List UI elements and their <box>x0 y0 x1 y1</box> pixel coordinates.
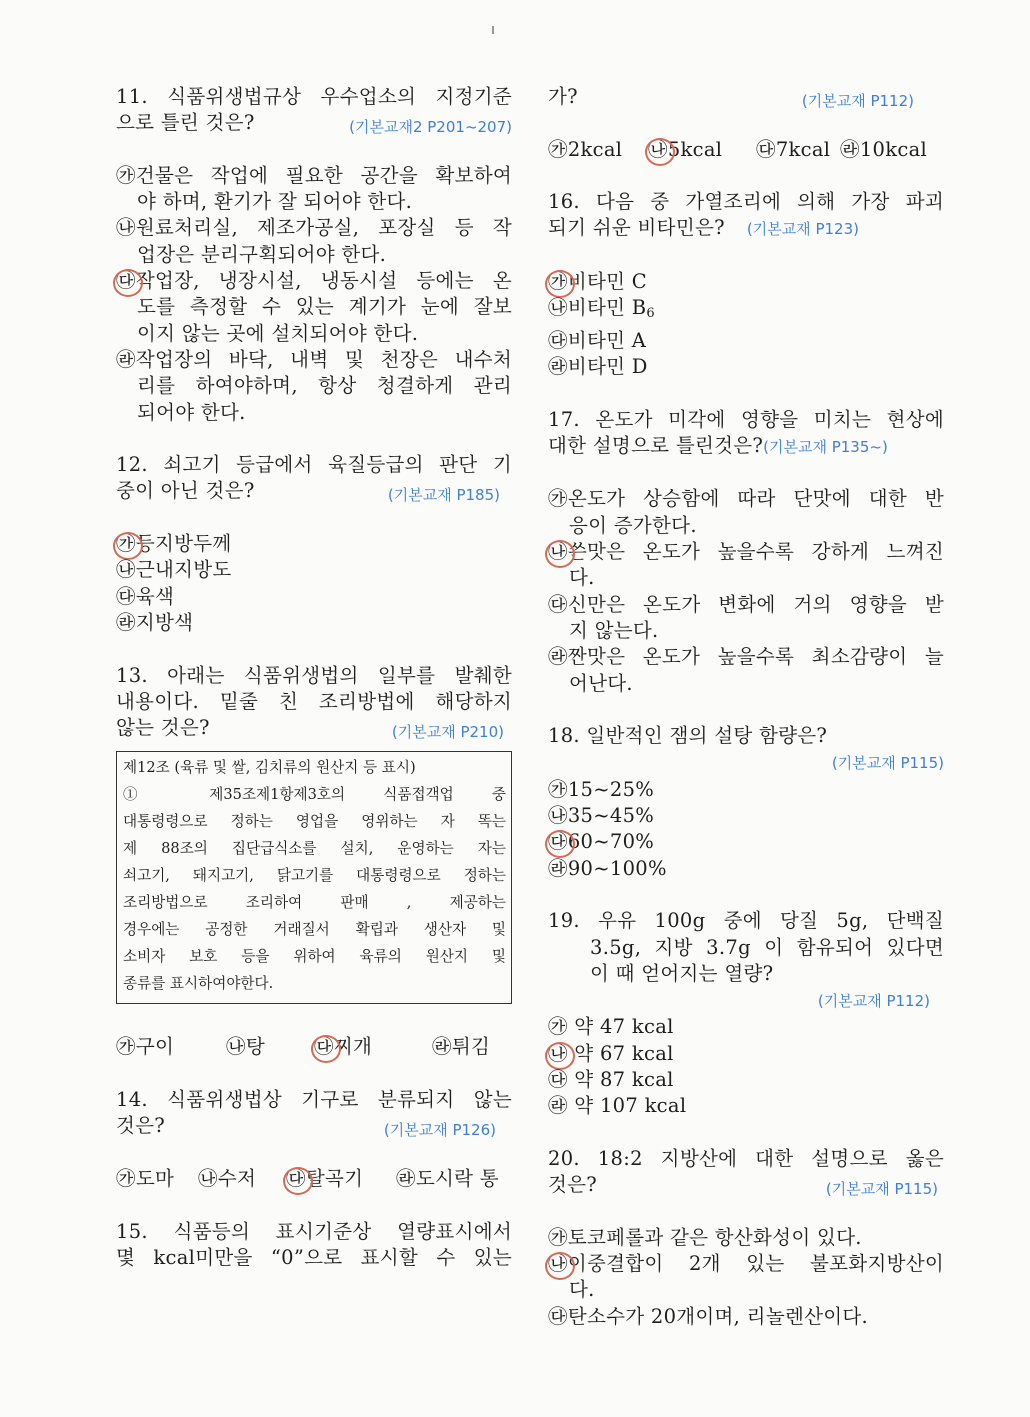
answer-mark: ㉰ <box>286 1166 306 1192</box>
option-mark: ㉰ <box>548 1067 568 1091</box>
option-ga: ㉮등지방두께 <box>116 531 512 557</box>
option-ra: ㉱10kcal <box>840 137 927 163</box>
textbook-reference: (기본교재 P123) <box>746 220 859 239</box>
option-mark: ㉱ <box>548 645 568 669</box>
question-stem: 20. 18:2 지방산에 대한 설명으로 옳은 <box>548 1146 944 1170</box>
option-mark: ㉱ <box>432 1035 452 1059</box>
option-ga: ㉮건물은 작업에 필요한 공간을 확보하여 야 하며, 환기가 잘 되어야 한다. <box>116 163 512 214</box>
answer-mark: ㉯ <box>548 1041 568 1067</box>
option-ra: ㉱도시락 통 <box>396 1166 499 1192</box>
question-stem: 내용이다. 밑줄 친 조리방법에 해당하지 <box>116 689 512 713</box>
question-stem: 19. 우유 100g 중에 당질 5g, 단백질 <box>548 909 944 933</box>
question-stem: 16. 다음 중 가열조리에 의해 가장 파괴 <box>548 190 944 214</box>
option-mark: ㉮ <box>548 487 568 511</box>
law-excerpt-box <box>116 751 512 1004</box>
left-column <box>116 84 512 1271</box>
option-na: ㉯이중결합이 2개 있는 불포화지방산이 다. <box>548 1252 944 1302</box>
question-stem: 않는 것은? (기본교재 P210) <box>116 715 512 741</box>
option-mark: ㉰ <box>548 1304 568 1328</box>
answer-mark: ㉰ <box>116 268 136 294</box>
option-mark: ㉱ <box>116 610 136 634</box>
option-ra: ㉱작업장의 바닥, 내벽 및 천장은 내수처 리를 하여야하며, 항상 청결하게 관리 되어야 한다. <box>116 347 512 424</box>
textbook-reference: (기본교재 P112) <box>801 92 914 110</box>
option-mark: ㉮ <box>548 777 568 801</box>
option-da: ㉰찌개 <box>314 1034 432 1060</box>
excerpt-line: 쇠고기, 돼지고기, 닭고기를 대통령령으로 정하는 <box>123 867 506 885</box>
question-stem: 대한 설명으로 틀린것은?(기본교재 P135~) <box>548 433 888 457</box>
question-11 <box>116 84 512 426</box>
option-mark: ㉯ <box>116 558 136 582</box>
question-12 <box>116 452 512 636</box>
excerpt-line: 제 88조의 집단급식소를 설치, 운영하는 자는 <box>123 840 506 858</box>
question-stem: 18. 일반적인 잼의 설탕 함량은? <box>548 724 828 748</box>
option-ga: ㉮도마 <box>116 1166 198 1192</box>
question-stem: 12. 쇠고기 등급에서 육질등급의 판단 기 <box>116 453 512 477</box>
option-na: ㉯근내지방도 <box>116 557 512 583</box>
question-stem: 으로 틀린 것은? (기본교재2 P201~207) <box>116 110 512 136</box>
textbook-reference: (기본교재 P185) <box>387 486 500 505</box>
textbook-reference: (기본교재 P115) <box>831 754 944 773</box>
question-stem: 중이 아닌 것은? (기본교재 P185) <box>116 478 512 504</box>
option-mark: ㉱ <box>396 1166 416 1190</box>
question-13 <box>116 663 512 1061</box>
options-row <box>548 137 944 163</box>
option-da: ㉰비타민 A <box>548 328 944 354</box>
options-row <box>116 1034 512 1060</box>
question-17 <box>548 407 944 697</box>
textbook-reference: (기본교재 P210) <box>391 723 504 742</box>
option-mark: ㉱ <box>116 347 136 371</box>
answer-mark: ㉰ <box>548 829 568 855</box>
answer-mark: ㉯ <box>648 137 668 163</box>
answer-mark: ㉮ <box>116 531 136 557</box>
question-20 <box>548 1146 944 1330</box>
option-da: ㉰ 약 87 kcal <box>548 1067 944 1093</box>
option-mark: ㉱ <box>548 856 568 880</box>
option-mark: ㉱ <box>548 354 568 378</box>
option-mark: ㉰ <box>548 328 568 352</box>
option-ra: ㉱ 약 107 kcal <box>548 1093 944 1119</box>
option-da: ㉰탄소수가 20개이며, 리놀렌산이다. <box>548 1304 944 1330</box>
option-mark: ㉰ <box>756 137 776 161</box>
option-na: ㉯탕 <box>226 1034 314 1060</box>
excerpt-line: ① 제35조제1항제3호의 식품접객업 중 <box>123 786 506 804</box>
option-mark: ㉱ <box>548 1094 568 1118</box>
excerpt-line: 경우에는 공정한 거래질서 확립과 생산자 및 <box>123 921 506 939</box>
question-19 <box>548 908 944 1119</box>
question-18 <box>548 723 944 882</box>
option-mark: ㉮ <box>116 1035 136 1059</box>
option-mark: ㉮ <box>116 163 136 187</box>
question-16 <box>548 189 944 380</box>
option-ra: ㉱90~100% <box>548 856 944 882</box>
question-14 <box>116 1087 512 1192</box>
right-column <box>548 84 944 1330</box>
option-na: ㉯비타민 $B_6$ <box>548 296 655 322</box>
question-stem: 것은? (기본교재 P126) <box>116 1113 512 1139</box>
option-mark: ㉮ <box>548 1225 568 1249</box>
option-mark: ㉰ <box>548 592 568 616</box>
option-na: ㉯수저 <box>198 1166 286 1192</box>
answer-mark: ㉮ <box>548 269 568 295</box>
option-ra: ㉱지방색 <box>116 610 512 636</box>
textbook-reference: (기본교재 P115) <box>825 1180 938 1199</box>
excerpt-line: 대통령령으로 정하는 영업을 영위하는 자 똑는 <box>123 813 506 831</box>
option-da: ㉰작업장, 냉장시설, 냉동시설 등에는 온 도를 측정할 수 있는 계기가 눈에 잘보 이지 않는 곳에 설치되어야 한다. <box>116 269 512 345</box>
option-ga: ㉮비타민 C <box>548 269 944 295</box>
question-stem: 11. 식품위생법규상 우수업소의 지정기준 <box>116 85 512 108</box>
answer-mark: ㉯ <box>548 1251 568 1277</box>
option-ga: ㉮토코페롤과 같은 항산화성이 있다. <box>548 1225 944 1251</box>
answer-mark: ㉯ <box>548 539 568 565</box>
question-stem: 3.5g, 지방 3.7g 이 함유되어 있다면 <box>590 935 944 959</box>
question-stem: 14. 식품위생법상 기구로 분류되지 않는 <box>116 1088 512 1112</box>
options-row <box>116 1166 512 1192</box>
option-mark: ㉮ <box>548 137 568 161</box>
textbook-reference: (기본교재 P112) <box>817 992 930 1011</box>
option-da: ㉰신만은 온도가 변화에 거의 영향을 받 지 않는다. <box>548 592 944 642</box>
option-mark: ㉯ <box>548 804 568 828</box>
option-mark: ㉯ <box>548 296 568 320</box>
option-mark: ㉮ <box>548 1015 568 1039</box>
option-da: ㉰육색 <box>116 584 512 610</box>
option-ra: ㉱비타민 D <box>548 354 944 380</box>
excerpt-line: 소비자 보호 등을 위하여 육류의 원산지 및 <box>123 948 506 966</box>
option-da: ㉰탈곡기 <box>286 1166 396 1192</box>
textbook-reference: (기본교재2 P201~207) <box>349 118 512 137</box>
option-ra: ㉱튀김 <box>432 1034 490 1060</box>
question-stem: 것은? (기본교재 P115) <box>548 1172 944 1198</box>
excerpt-line: 종류를 표시하여야한다. <box>123 975 274 993</box>
option-mark: ㉯ <box>198 1166 218 1190</box>
option-na: ㉯35~45% <box>548 803 944 829</box>
option-da: ㉰60~70% <box>548 829 944 855</box>
option-na: ㉯쓴맛은 온도가 높을수록 강하게 느껴진 다. <box>548 540 944 590</box>
option-ga: ㉮온도가 상승함에 따라 단맛에 대한 반 응이 증가한다. <box>548 487 944 537</box>
option-na: ㉯5kcal <box>648 137 756 163</box>
option-ga: ㉮2kcal <box>548 137 648 163</box>
question-stem: 17. 온도가 미각에 영향을 미치는 현상에 <box>548 407 944 431</box>
excerpt-line: 조리방법으로 조리하여 판매 , 제공하는 <box>123 894 506 912</box>
scan-mark <box>492 26 494 34</box>
option-da: ㉰7kcal <box>756 137 840 163</box>
excerpt-line: 제12조 (육류 및 쌀, 김치류의 원산지 등 표시) <box>123 759 416 777</box>
question-stem: 되기 쉬운 비타민은? (기본교재 P123) <box>548 216 859 240</box>
textbook-reference: (기본교재 P135~) <box>763 437 888 456</box>
option-mark: ㉯ <box>116 216 136 240</box>
option-mark: ㉱ <box>840 137 860 161</box>
option-mark: ㉯ <box>226 1035 246 1059</box>
option-mark: ㉮ <box>116 1166 136 1190</box>
question-stem: 이 때 얻어지는 열량? <box>590 961 774 985</box>
textbook-reference: (기본교재 P126) <box>383 1121 496 1140</box>
question-stem: 13. 아래는 식품위생법의 일부를 발췌한 <box>116 663 512 687</box>
option-ga: ㉮15~25% <box>548 777 944 803</box>
question-stem: 가? (기본교재 P112) <box>548 84 944 110</box>
option-ra: ㉱짠맛은 온도가 높을수록 최소감량이 늘 어난다. <box>548 645 944 695</box>
question-stem: 15. 식품등의 표시기준상 열량표시에서 <box>116 1219 512 1243</box>
question-15 <box>548 84 944 163</box>
option-ga: ㉮ 약 47 kcal <box>548 1014 944 1040</box>
option-na: ㉯원료처리실, 제조가공실, 포장실 등 작 업장은 분리구획되어야 한다. <box>116 216 512 266</box>
question-15-stem <box>116 1219 512 1272</box>
option-ga: ㉮구이 <box>116 1034 226 1060</box>
question-stem: 몇 kcal미만을 “0”으로 표시할 수 있는 <box>116 1245 512 1269</box>
answer-mark: ㉰ <box>314 1034 334 1060</box>
option-na: ㉯ 약 67 kcal <box>548 1041 944 1067</box>
option-mark: ㉰ <box>116 584 136 608</box>
